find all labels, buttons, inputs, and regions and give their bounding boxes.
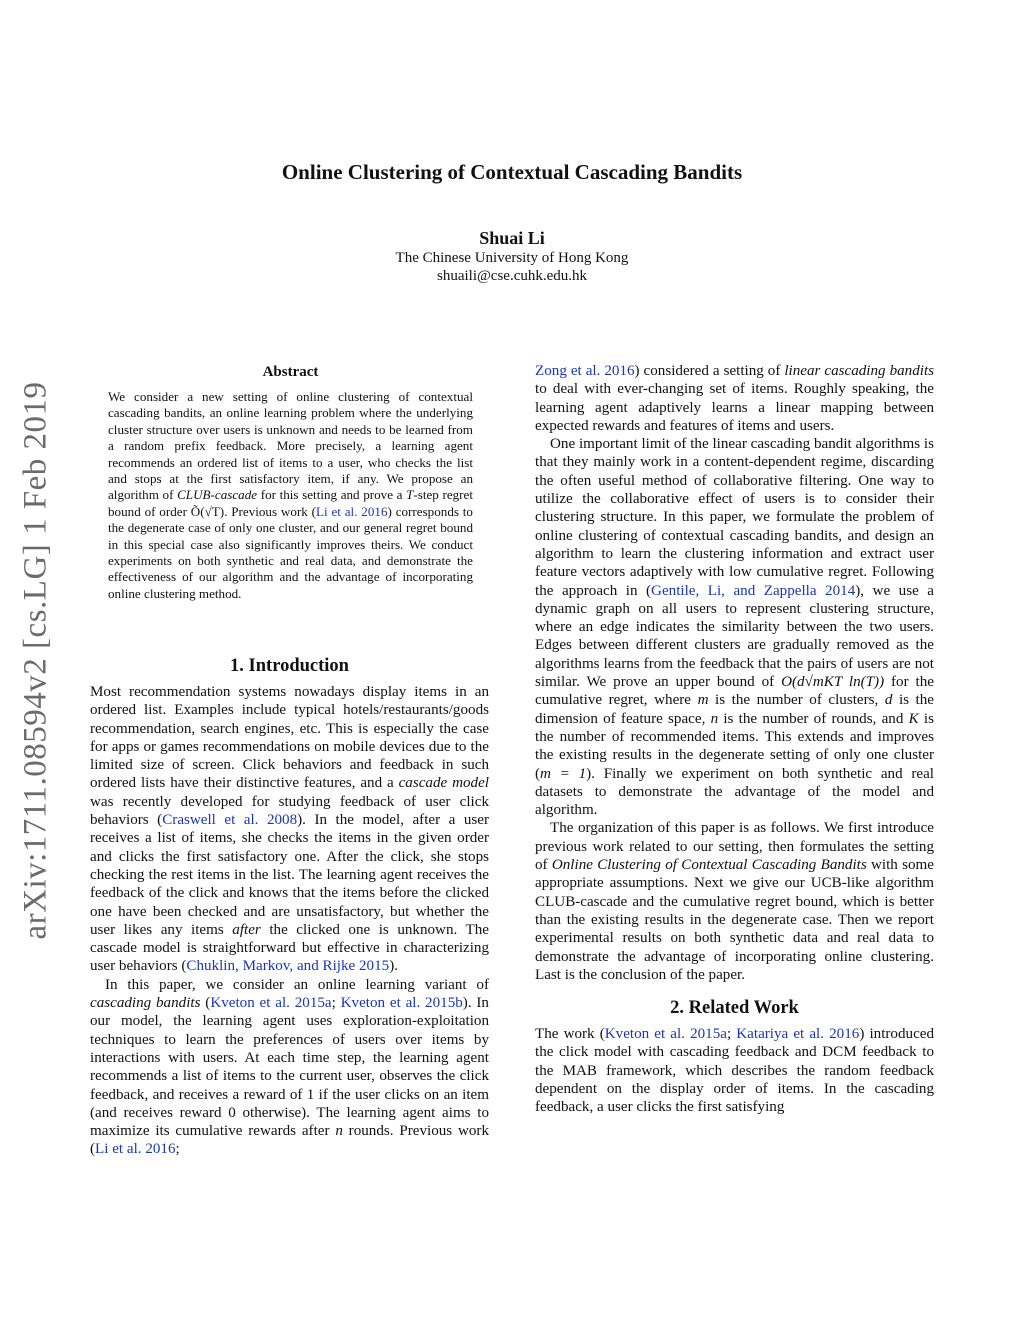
paper-title: Online Clustering of Contextual Cascading Bandits	[281, 160, 743, 184]
author-affiliation: The Chinese University of Hong Kong	[395, 250, 629, 266]
citation-link[interactable]: Li et al. 2016	[316, 503, 388, 519]
arxiv-identifier: arXiv:1711.08594v2 [cs.LG] 1 Feb 2019	[17, 380, 54, 940]
citation-link[interactable]: Kveton et al. 2015a	[604, 1026, 727, 1043]
right-column	[535, 362, 934, 1117]
citation-link[interactable]: Kveton et al. 2015a	[210, 995, 332, 1012]
related-work-paragraph-1: The work (Kveton et al. 2015a; Katariya et al. 2016) introduced the click model with cascading feedback and DCM feedback to the MAB framework, which describes the random feedback dependent on the display order of items. In the cascading feedback, a user clicks the first satisfying	[535, 1026, 935, 1116]
abstract-section	[108, 364, 473, 602]
author-name: Shuai Li	[479, 228, 545, 248]
citation-link[interactable]: Chuklin, Markov, and Rijke 2015	[186, 958, 390, 975]
citation-link[interactable]: Li et al. 2016	[95, 1141, 176, 1158]
citation-link[interactable]: Craswell et al. 2008	[162, 812, 298, 829]
section-heading-introduction: 1. Introduction	[230, 656, 349, 676]
abstract-heading: Abstract	[262, 364, 319, 380]
arxiv-sidebar	[14, 360, 58, 960]
citation-link[interactable]: Katariya et al. 2016	[736, 1026, 860, 1043]
author-email: shuaili@cse.cuhk.edu.hk	[436, 268, 588, 284]
intro-paragraph-2-continued: Zong et al. 2016) considered a setting of linear cascading bandits to deal with ever-changing set of items. Roughly speaking, the learning agent adaptively learns a linear mapping between expected rewards and features of items and users.	[535, 363, 935, 434]
abstract-text: We consider a new setting of online clustering of contextual cascading bandits, an online learning problem where the underlying cluster structure over users is unknown and needs to be learned from a random prefix feedback. More precisely, a learning agent recommends an ordered list of items to a user, who checks the list and stops at the first satisfactory item, if any. We propose an algorithm of CLUB-cascade for this setting and prove a T-step regret bound of order Õ(√T). Previous work (Li et al. 2016) corresponds to the degenerate case of only one cluster, and our general regret bound in this special case also significantly improves theirs. We conduct experiments on both synthetic and real data, and demonstrate the effectiveness of our algorithm and the advantage of incorporating online clustering method.	[108, 389, 473, 601]
left-column	[90, 656, 489, 1159]
intro-paragraph-4: The organization of this paper is as follows. We first introduce previous work related to our setting, then formulates the setting of Online Clustering of Contextual Cascading Bandits with some appropriate assumptions. Next we give our UCB-like algorithm CLUB-cascade and the cumulative regret bound, which is better than the existing results in the degenerate case. Then we report experimental results on both synthetic data and real data to demonstrate the advantage of incorporating online clustering. Last is the conclusion of the paper.	[535, 820, 934, 983]
intro-paragraph-1: Most recommendation systems nowadays display items in an ordered list. Examples include typical hotels/restaurants/goods recommendation, search engines, etc. This is especially the case for apps or games recommendations on mobile devices due to the limited size of screen. Click behaviors and feedback in such ordered lists have their distinctive features, and a cascade model was recently developed for studying feedback of user click behaviors (Craswell et al. 2008). In the model, after a user receives a list of items, she checks the items in the given order and clicks the first satisfactory one. After the click, she stops checking the rest items in the list. The learning agent receives the feedback of the click and knows that the items before the clicked one have been checked and are unsatisfactory, but whether the user likes any items after the clicked one is unknown. The cascade model is straightforward but effective in characterizing user behaviors (Chuklin, Markov, and Rijke 2015).	[90, 684, 490, 975]
section-heading-related-work: 2. Related Work	[670, 998, 799, 1019]
intro-paragraph-3: One important limit of the linear cascading bandit algorithms is that they mainly work in a content-dependent regime, discarding the often useful method of collaborative filtering. One way to utilize the collaborative effect of users is to consider their clustering structure. In this paper, we formulate the problem of online clustering of contextual cascading bandits, and design an algorithm to learn the clustering information and extract user feature vectors adaptively with low cumulative regret. Following the approach in (Gentile, Li, and Zappella 2014), we use a dynamic graph on all users to represent clustering structure, where an edge indicates the similarity between the two users. Edges between different clusters are gradually removed as the algorithms learns from the feedback that the pairs of users are not similar. We prove an upper bound of O(d√mKT ln(T)) for the cumulative regret, where m is the number of clusters, d is the dimension of feature space, n is the number of rounds, and K is the number of recommended items. This extends and improves the existing results in the degenerate setting of only one cluster (m = 1). Finally we experiment on both synthetic and real datasets to demonstrate the advantage of the model and algorithm.	[535, 436, 935, 819]
citation-link[interactable]: Gentile, Li, and Zappella 2014	[651, 582, 856, 599]
citation-link[interactable]: Kveton et al. 2015b	[340, 995, 463, 1012]
intro-paragraph-2: In this paper, we consider an online learning variant of cascading bandits (Kveton et al. 2015a; Kveton et al. 2015b). In our model, the learning agent uses exploration-exploitation techniques to learn the preferences of users over items by interactions with users. At each time step, the learning agent recommends a list of items to the current user, observes the click feedback, and receives a reward of 1 if the user clicks on an item (and receives reward 0 otherwise). The learning agent aims to maximize its cumulative rewards after n rounds. Previous work (Li et al. 2016;	[90, 976, 490, 1158]
citation-link[interactable]: Zong et al. 2016	[535, 363, 635, 379]
